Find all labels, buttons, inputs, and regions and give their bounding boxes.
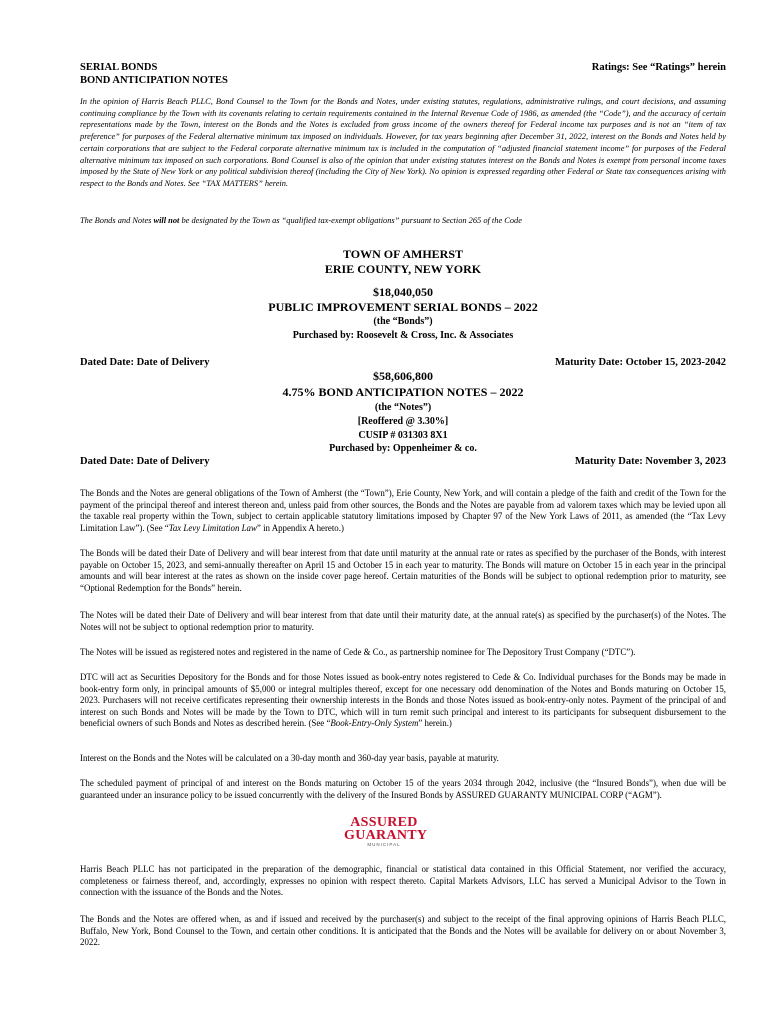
- paragraph-notes-dating: The Notes will be dated their Date of Delivery and will bear interest from that date until their maturity date, at the annual rate(s) as specified by the purchaser(s) of the Notes. The Notes will not be subject to optional redemption prior to maturity.: [80, 610, 726, 632]
- header-serial-bonds: SERIAL BONDS: [80, 62, 158, 73]
- tax-opinion-paragraph: In the opinion of Harris Beach PLLC, Bond Counsel to the Town for the Bonds and Notes, under existing statutes, regulations, administrative rulings, and court decisions, and assuming continuing compliance by the Town with its covenants relating to certain requirements contained in the Internal Revenue Code of 1986, as amended (the “Code”), and the accuracy of certain representations made by the Town, interest on the Bonds and the Notes is excluded from gross income of the owners thereof for Federal income tax purposes and is not an “item of tax preference” for purposes of the Federal alternative minimum tax imposed on individuals. However, for tax years beginning after December 31, 2022, interest on the Bonds and Notes held by certain corporations that are subject to the Federal corporate alternative minimum tax is included in the computation of “adjusted financial statement income” for purposes of the Federal alternative minimum tax imposed on such corporations. Bond Counsel is also of the opinion that under existing statutes interest on the Bonds and Notes is exempt from personal income taxes imposed by the State of New York or any political subdivision thereof (including the City of New York). No opinion is expressed regarding other Federal or State tax consequences arising with respect to the Bonds and Notes. See “TAX MATTERS” herein.: [80, 97, 726, 188]
- paragraph-bond-counsel-disclaimer: Harris Beach PLLC has not participated in the preparation of the demographic, financial or statistical data contained in this Official Statement, nor verified the accuracy, completeness or fairness thereof, and, accordingly, expresses no opinion with respect thereto. Capital Markets Advisors, LLC has served a Municipal Advisor to the Town in connection with the issuance of the Bonds and the Notes.: [80, 864, 726, 898]
- paragraph-dtc: [80, 672, 726, 730]
- bonds-amount: $18,040,050: [373, 285, 433, 299]
- notes-purchaser: Purchased by: Oppenheimer & co.: [329, 443, 477, 454]
- logo-line-guaranty: GUARANTY: [344, 828, 428, 843]
- p5-text-a: DTC will act as Securities Depository for the Bonds and for those Notes issued as book-entry notes registered to Cede & Co. Individual purchases for the Bonds may be made in book-entry form only, in principal amounts of $5,000 or integral multiples thereof, except for one necessary odd denomination of the Notes and Bonds maturing on October 15, 2023. Purchasers will not receive certificates representing their ownership interests in the Bonds and those Notes issued as book-entry-only notes. Payment of the principal of and interest on such Bonds and Notes will be made by the Town to DTC, which will in turn remit such principal and interest to its participants for subsequent disbursement to the beneficial owners of such Bonds and Notes as described herein. (See “: [80, 672, 726, 729]
- paragraph-general-obligations: [80, 488, 726, 534]
- p5-italic: Book-Entry-Only System: [330, 718, 419, 729]
- p1-italic: Tax Levy Limitation Law: [168, 522, 257, 533]
- notes-alias: (the “Notes”): [374, 402, 432, 413]
- logo-line-municipal: MUNICIPAL: [367, 842, 401, 847]
- p5-text-b: ” herein.): [418, 718, 452, 729]
- notes-dates-row: [80, 455, 726, 468]
- header-ratings: Ratings: See “Ratings” herein: [591, 62, 726, 73]
- bonds-purchaser: Purchased by: Roosevelt & Cross, Inc. & Associates: [292, 330, 514, 341]
- paragraph-bonds-dating: The Bonds will be dated their Date of Delivery and will bear interest from that date until maturity at the annual rate or rates as specified by the purchaser of the Bonds, with interest payable on October 15, 2023, and semi-annually thereafter on April 15 and October 15 in each year to maturity. The Bonds will mature on October 15 in each year in the principal amounts and will bear interest at the rates as shown on the inside cover page hereof. Certain maturities of the Bonds will be subject to optional redemption prior to maturity, see “Optional Redemption for the Bonds” herein.: [80, 548, 726, 593]
- p1-text-b: ” in Appendix A hereto.): [256, 522, 344, 533]
- logo-line-assured: ASSURED: [350, 815, 418, 830]
- designation-before: The Bonds and Notes: [80, 216, 154, 225]
- bonds-dated-date: Dated Date: Date of Delivery: [80, 357, 210, 368]
- bonds-title: PUBLIC IMPROVEMENT SERIAL BONDS – 2022: [268, 300, 538, 314]
- issuer-name: TOWN OF AMHERST: [342, 247, 464, 261]
- header-row: [80, 61, 726, 87]
- paragraph-insurance: The scheduled payment of principal of and interest on the Bonds maturing on October 15 of the years 2034 through 2042, inclusive (the “Insured Bonds”), when due will be guaranteed under an insurance policy to be issued concurrently with the delivery of the Insured Bonds by ASSURED GUARANTY MUNICIPAL CORP (“AGM”).: [80, 778, 726, 800]
- designation-statement: [80, 215, 726, 226]
- notes-dated-date: Dated Date: Date of Delivery: [80, 456, 210, 467]
- bonds-dates-row: [80, 356, 726, 369]
- notes-amount: $58,606,800: [373, 369, 433, 383]
- issuer-county: ERIE COUNTY, NEW YORK: [324, 262, 482, 276]
- header-left: [80, 61, 228, 87]
- assured-guaranty-logo: [344, 815, 428, 852]
- paragraph-offering: The Bonds and the Notes are offered when, as and if issued and received by the purchaser(s) and subject to the receipt of the final approving opinions of Harris Beach PLLC, Buffalo, New York, Bond Counsel to the Town, and certain other conditions. It is anticipated that the Bonds and the Notes will be available for delivery on or about November 3, 2022.: [80, 914, 726, 948]
- bonds-alias: (the “Bonds”): [373, 316, 433, 327]
- header-bond-anticipation-notes: BOND ANTICIPATION NOTES: [80, 75, 228, 86]
- notes-maturity-date: Maturity Date: November 3, 2023: [574, 456, 726, 467]
- designation-bold: will not: [153, 216, 180, 225]
- notes-title: 4.75% BOND ANTICIPATION NOTES – 2022: [282, 385, 524, 399]
- p1-text-a: The Bonds and the Notes are general obligations of the Town of Amherst (the “Town”), Erie County, New York, and will contain a pledge of the faith and credit of the Town for the payment of the principal thereof and interest thereon and, unless paid from other sources, the Bonds and the Notes are payable from ad valorem taxes which may be levied upon all the taxable real property within the Town, subject to certain applicable statutory limitations imposed by Chapter 97 of the New York Laws of 2011, as amended (the “Tax Levy Limitation Law”). (See “: [80, 488, 726, 533]
- paragraph-interest-calculation: Interest on the Bonds and the Notes will be calculated on a 30-day month and 360-day year basis, payable at maturity.: [80, 753, 499, 763]
- bonds-maturity-date: Maturity Date: October 15, 2023-2042: [555, 357, 726, 368]
- notes-reoffered: [Reoffered @ 3.30%]: [357, 416, 449, 427]
- paragraph-registration: The Notes will be issued as registered notes and registered in the name of Cede & Co., as partnership nominee for The Depository Trust Company (“DTC”).: [80, 647, 636, 657]
- notes-cusip: CUSIP # 031303 8X1: [358, 430, 448, 441]
- designation-after: be designated by the Town as “qualified tax-exempt obligations” pursuant to Section 265 of the Code: [179, 216, 522, 225]
